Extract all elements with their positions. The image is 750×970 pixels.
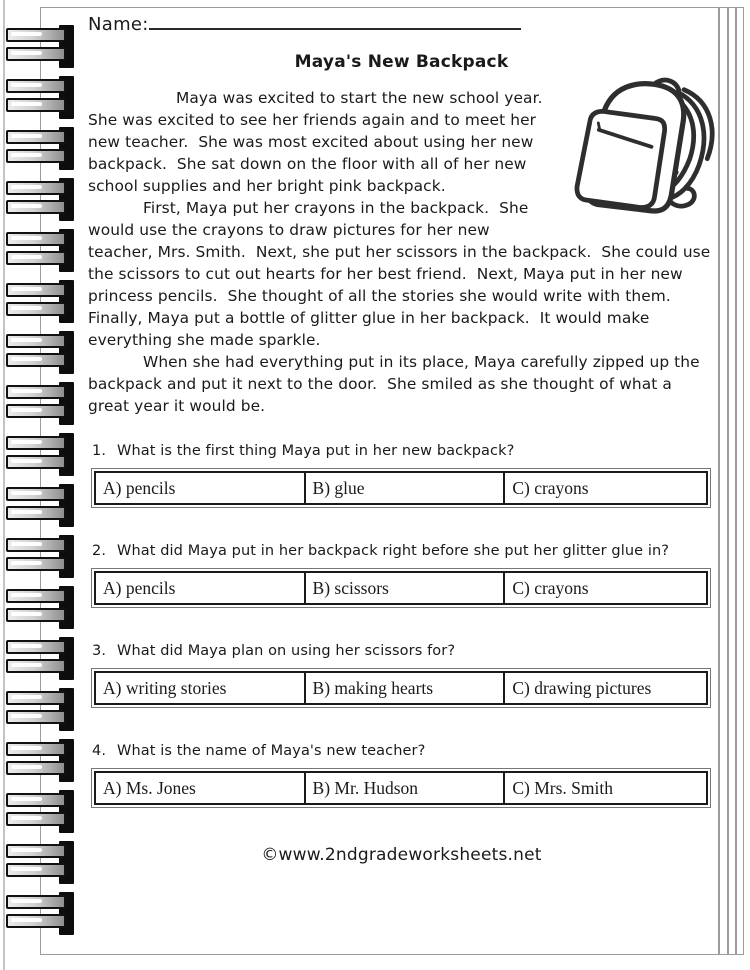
name-label: Name: <box>88 14 149 35</box>
ring-bar <box>6 353 66 367</box>
ring-bar <box>6 640 66 654</box>
story-paragraph: Maya was excited to start the new school year. She was excited to see her friends again and to meet her new teacher. She was most excited about using her new backpack. She sat down on the floor with all of her new school supplies and her bright pink backpack. <box>88 89 553 195</box>
spiral-ring <box>6 895 74 933</box>
answer-cell: C) crayons <box>504 572 707 604</box>
spiral-ring <box>6 640 74 678</box>
spiral-ring <box>6 742 74 780</box>
answer-table <box>94 571 708 605</box>
ring-bar <box>6 283 66 297</box>
spiral-ring <box>6 793 74 831</box>
backpack-illustration <box>553 71 715 223</box>
worksheet-content <box>88 12 715 865</box>
answer-cell: A) pencils <box>103 477 176 498</box>
spiral-ring <box>6 691 74 729</box>
ring-bar <box>6 895 66 909</box>
ring-bar <box>6 659 66 673</box>
question-text: What is the name of Maya's new teacher? <box>117 743 426 759</box>
question-number: 3. <box>92 643 107 659</box>
ring-bar <box>6 181 66 195</box>
answer-cell: C) Mrs. Smith <box>504 772 707 804</box>
answer-cell: A) writing stories <box>103 677 227 698</box>
answer-table <box>94 471 708 505</box>
ring-bar <box>6 538 66 552</box>
ring-bar <box>6 506 66 520</box>
spiral-ring <box>6 385 74 423</box>
ring-bar <box>6 761 66 775</box>
name-row <box>88 12 715 35</box>
ring-bar <box>6 742 66 756</box>
ring-bar <box>6 914 66 928</box>
ring-bar <box>6 863 66 877</box>
ring-bar <box>6 404 66 418</box>
question-number: 1. <box>92 443 107 459</box>
questions-section <box>88 443 715 805</box>
ring-bar <box>6 589 66 603</box>
spiral-ring <box>6 589 74 627</box>
ring-bar <box>6 302 66 316</box>
question-line <box>92 543 715 559</box>
question-line <box>92 643 715 659</box>
ring-bar <box>6 691 66 705</box>
answer-cell: A) pencils <box>103 577 176 598</box>
ring-bar <box>6 251 66 265</box>
spiral-ring <box>6 130 74 168</box>
ring-bar <box>6 436 66 450</box>
ring-bar <box>6 487 66 501</box>
page-edge-line <box>727 7 729 955</box>
ring-bar <box>6 130 66 144</box>
answer-cell: B) making hearts <box>305 672 505 704</box>
ring-bar <box>6 385 66 399</box>
spiral-ring <box>6 538 74 576</box>
ring-bar <box>6 455 66 469</box>
question-block <box>88 643 715 705</box>
ring-bar <box>6 557 66 571</box>
spiral-ring <box>6 232 74 270</box>
spiral-ring <box>6 844 74 882</box>
spiral-binding <box>0 0 80 970</box>
ring-bar <box>6 79 66 93</box>
ring-bar <box>6 710 66 724</box>
ring-bar <box>6 47 66 61</box>
question-number: 4. <box>92 743 107 759</box>
answer-cell: A) Ms. Jones <box>103 777 196 798</box>
question-number: 2. <box>92 543 107 559</box>
question-text: What did Maya put in her backpack right before she put her glitter glue in? <box>117 543 670 559</box>
page-title: Maya's New Backpack <box>294 52 509 72</box>
spiral-ring <box>6 487 74 525</box>
footer-credit: ©www.2ndgradeworksheets.net <box>261 845 542 865</box>
ring-bar <box>6 232 66 246</box>
ring-bar <box>6 608 66 622</box>
answer-cell: C) drawing pictures <box>504 672 707 704</box>
ring-bar <box>6 334 66 348</box>
question-block <box>88 743 715 805</box>
spiral-ring <box>6 79 74 117</box>
spiral-ring <box>6 28 74 66</box>
answer-table <box>94 771 708 805</box>
ring-bar <box>6 844 66 858</box>
question-line <box>92 443 715 459</box>
question-block <box>88 543 715 605</box>
page-edge-line <box>718 7 720 955</box>
ring-bar <box>6 812 66 826</box>
question-line <box>92 743 715 759</box>
backpack-icon <box>553 71 715 223</box>
spiral-ring <box>6 436 74 474</box>
ring-bar <box>6 793 66 807</box>
spiral-ring <box>6 283 74 321</box>
answer-cell: C) crayons <box>504 472 707 504</box>
ring-bar <box>6 149 66 163</box>
question-text: What is the first thing Maya put in her new backpack? <box>117 443 515 459</box>
answer-cell: B) scissors <box>305 572 505 604</box>
ring-bar <box>6 28 66 42</box>
answer-cell: B) Mr. Hudson <box>305 772 505 804</box>
question-block <box>88 443 715 505</box>
story-paragraph: When she had everything put in its place, Maya carefully zipped up the backpack and put it next to the door. She smiled as she thought of what a great year it would be. <box>88 353 705 415</box>
answer-table <box>94 671 708 705</box>
answer-cell: B) glue <box>305 472 505 504</box>
spiral-ring <box>6 181 74 219</box>
ring-bar <box>6 200 66 214</box>
page-edge-line <box>735 7 737 955</box>
story-section <box>88 87 715 417</box>
name-write-line <box>149 12 521 30</box>
story-paragraph: First, Maya put her crayons in the backpack. She would use the crayons to draw pictures for her new teacher, Mrs. Smith. Next, she put her scissors in the backpack. She could use the scissors to cut out hearts for her best friend. Next, Maya put in her new princess pencils. She thought of all the stories she would write with them. Finally, Maya put a bottle of glitter glue in her backpack. It would make everything she made sparkle. <box>88 199 716 349</box>
ring-bar <box>6 98 66 112</box>
spiral-ring <box>6 334 74 372</box>
question-text: What did Maya plan on using her scissors for? <box>117 643 456 659</box>
